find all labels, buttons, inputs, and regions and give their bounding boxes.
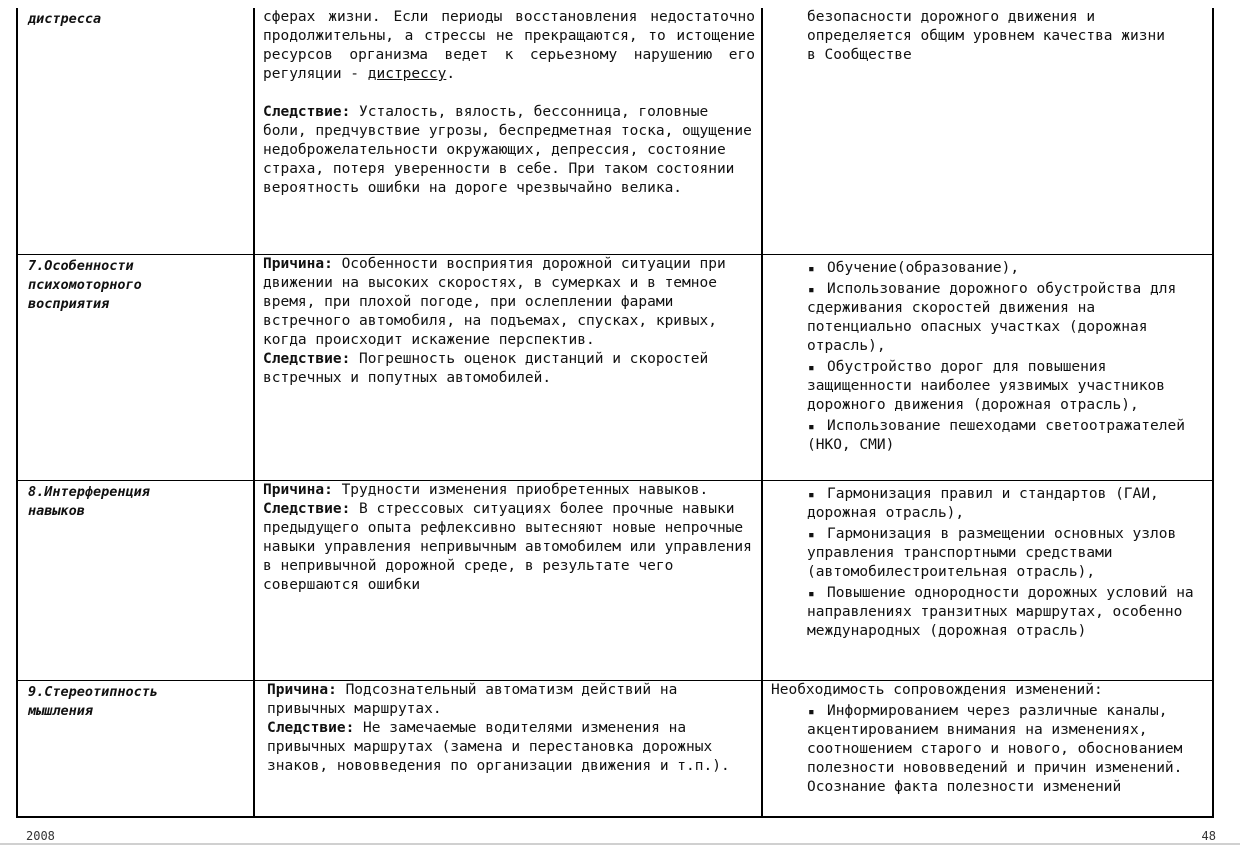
footer-year: 2008 (26, 829, 55, 843)
cause-paragraph: Причина: Трудности изменения приобретенных навыков. (263, 482, 709, 498)
measures-cell (763, 681, 1212, 816)
bullet-icon: ▪ (808, 705, 815, 718)
factor-title: дистресса (28, 11, 102, 27)
measures-cell (763, 8, 1212, 254)
consequence-paragraph: Следствие: Не замечаемые водителями изменения на привычных маршрутах (замена и перестановка дорожных знаков, нововведения по организации движения и т.п.). (267, 720, 730, 774)
page-number: 48 (1201, 829, 1216, 843)
measures-intro: Необходимость сопровождения изменений: (771, 682, 1103, 698)
consequence-label: Следствие: (263, 351, 351, 367)
list-item: ▪ Гармонизация в размещении основных узлов управления транспортными средствами (автомобилестроительная отрасль), (807, 526, 1177, 580)
measures-cell (763, 481, 1212, 680)
factor-title: 9.Стереотипность мышления (28, 684, 159, 719)
cause-paragraph: Причина: Особенности восприятия дорожной ситуации при движении на высоких скоростях, в сумерках и в темное время, при плохой погоде, при ослеплении фарами встречного автомобиля, на подъемах, спусках, кривых, когда происходит искажение перспектив. (263, 256, 726, 348)
underlined-term: дистрессу (367, 66, 447, 82)
cause-label: Причина: (263, 482, 333, 498)
bullet-icon: ▪ (808, 361, 815, 374)
factor-title-cell (18, 681, 255, 816)
table-row (18, 480, 1212, 680)
list-item: ▪ Обучение(образование), (808, 260, 1020, 276)
measures-text: безопасности дорожного движения и определяется общим уровнем качества жизни в Сообществе (807, 9, 1165, 63)
list-item: ▪ Информированием через различные каналы, акцентированием внимания на изменениях, соотношением старого и нового, обоснованием полезности нововведений и причин изменений. Осознание факта полезности изменений (807, 703, 1183, 795)
content-table (16, 8, 1214, 818)
factor-title: 7.Особенности психомоторного восприятия (28, 258, 142, 312)
factor-title-cell (18, 481, 255, 680)
table-row (18, 8, 1212, 254)
consequence-paragraph: Следствие: Погрешность оценок дистанций и скоростей встречных и попутных автомобилей. (263, 351, 709, 386)
cause-paragraph: Причина: Подсознательный автоматизм действий на привычных маршрутах. (267, 682, 678, 717)
list-item: ▪ Гармонизация правил и стандартов (ГАИ, дорожная отрасль), (807, 486, 1159, 521)
consequence-label: Следствие: (267, 720, 355, 736)
list-item: ▪ Использование дорожного обустройства для сдерживания скоростей движения на потенциально опасных участках (дорожная отрасль), (807, 281, 1177, 354)
list-item: ▪ Использование пешеходами светоотражателей (НКО, СМИ) (807, 418, 1185, 453)
bullet-icon: ▪ (808, 283, 815, 296)
factor-title: 8.Интерференция навыков (28, 484, 150, 519)
measures-cell (763, 255, 1212, 480)
bullet-icon: ▪ (808, 528, 815, 541)
cause-consequence-cell (255, 255, 763, 480)
bullet-icon: ▪ (808, 420, 815, 433)
cause-consequence-cell (255, 681, 763, 816)
bullet-icon: ▪ (808, 587, 815, 600)
consequence-label: Следствие: (263, 104, 351, 120)
factor-title-cell (18, 8, 255, 254)
table-row (18, 680, 1212, 816)
factor-title-cell (18, 255, 255, 480)
bullet-icon: ▪ (808, 488, 815, 501)
cause-paragraph: сферах жизни. Если периоды восстановления недостаточно продолжительны, а стрессы не прекращаются, то истощение ресурсов организма ведет к серьезному нарушению его регуляции - дистрессу. (263, 9, 755, 82)
cause-label: Причина: (267, 682, 337, 698)
cause-consequence-cell (255, 481, 763, 680)
cause-label: Причина: (263, 256, 333, 272)
consequence-paragraph: Следствие: В стрессовых ситуациях более прочные навыки предыдущего опыта рефлексивно вытесняют новые непрочные навыки управления непривычным автомобилем или управления в непривычной дорожной среде, в результате чего совершаются ошибки (263, 501, 752, 593)
bullet-icon: ▪ (808, 262, 815, 275)
consequence-label: Следствие: (263, 501, 351, 517)
list-item: ▪ Повышение однородности дорожных условий на направлениях транзитных маршрутах, особенно международных (дорожная отрасль) (807, 585, 1194, 639)
consequence-paragraph: Следствие: Усталость, вялость, бессонница, головные боли, предчувствие угрозы, беспредметная тоска, ощущение недоброжелательности окружающих, депрессия, состояние страха, потеря уверенности в себе. При таком состоянии вероятность ошибки на дороге чрезвычайно велика. (263, 104, 752, 196)
table-row (18, 254, 1212, 480)
cause-consequence-cell (255, 8, 763, 254)
list-item: ▪ Обустройство дорог для повышения защищенности наиболее уязвимых участников дорожного движения (дорожная отрасль), (807, 359, 1165, 413)
